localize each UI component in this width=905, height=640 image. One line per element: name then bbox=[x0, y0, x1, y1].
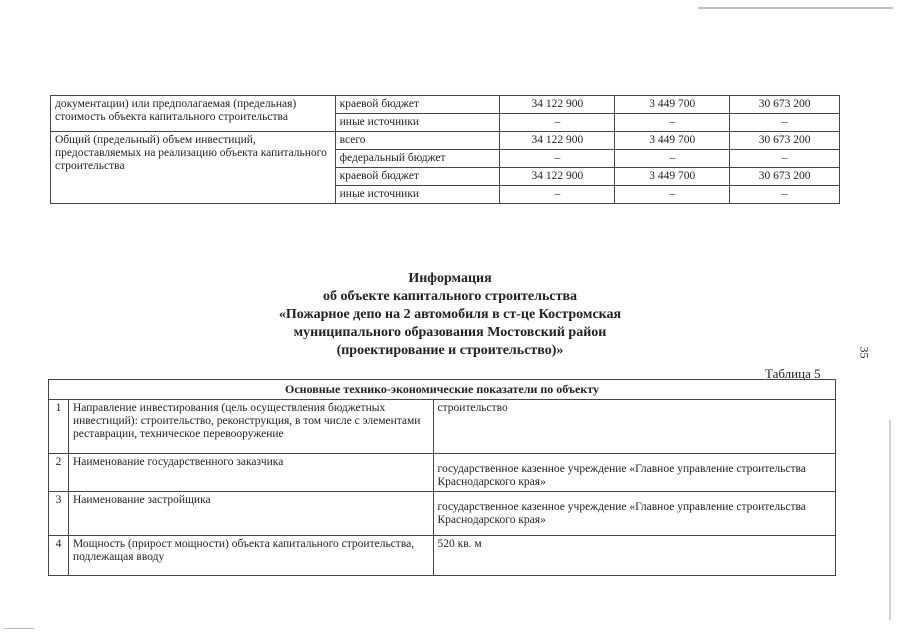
indicator-name: Мощность (прирост мощности) объекта капитального строительства, подлежащая вводу bbox=[68, 536, 433, 576]
amount-cell: – bbox=[615, 186, 730, 204]
table-row bbox=[49, 454, 836, 492]
funding-source: краевой бюджет bbox=[335, 168, 500, 186]
indicator-value: строительство bbox=[433, 400, 835, 454]
amount-cell: – bbox=[615, 150, 730, 168]
amount-cell: 3 449 700 bbox=[615, 96, 730, 114]
row-number: 2 bbox=[49, 454, 69, 492]
table-header-row bbox=[49, 380, 836, 400]
amount-cell: 34 122 900 bbox=[500, 132, 615, 150]
amount-cell: – bbox=[500, 150, 615, 168]
row-number: 1 bbox=[49, 400, 69, 454]
amount-cell: – bbox=[615, 114, 730, 132]
table-row bbox=[49, 492, 836, 536]
table-header: Основные технико-экономические показатели по объекту bbox=[49, 380, 836, 400]
page-number: 35 bbox=[857, 346, 872, 359]
title-line: муниципального образования Мостовский район bbox=[293, 325, 607, 340]
amount-cell: – bbox=[730, 114, 840, 132]
amount-cell: – bbox=[500, 186, 615, 204]
table-row bbox=[49, 400, 836, 454]
amount-cell: 34 122 900 bbox=[500, 96, 615, 114]
tech-indicators-table bbox=[48, 379, 836, 576]
table-number-label: Таблица 5 bbox=[765, 366, 821, 381]
title-line: Информация bbox=[408, 271, 492, 286]
title-line: об объекте капитального строительства bbox=[322, 289, 578, 304]
title-line: (проектирование и строительство)» bbox=[336, 343, 564, 358]
scan-edge-top bbox=[698, 7, 893, 9]
scan-mark-bottom bbox=[4, 628, 34, 629]
indicator-value: 520 кв. м bbox=[433, 536, 835, 576]
indicator-value: государственное казенное учреждение «Главное управление строительства Краснодарского края» bbox=[433, 454, 835, 492]
amount-cell: – bbox=[730, 150, 840, 168]
funding-source: федеральный бюджет bbox=[335, 150, 500, 168]
table-row bbox=[51, 132, 840, 150]
amount-cell: 30 673 200 bbox=[730, 96, 840, 114]
amount-cell: 3 449 700 bbox=[615, 132, 730, 150]
row-number: 4 bbox=[49, 536, 69, 576]
amount-cell: – bbox=[730, 186, 840, 204]
table-row bbox=[51, 96, 840, 114]
budget-table bbox=[50, 95, 840, 204]
funding-source: краевой бюджет bbox=[335, 96, 500, 114]
scan-edge-right bbox=[889, 420, 891, 620]
budget-row-label: документации) или предполагаемая (предельная) стоимость объекта капитального строительства bbox=[51, 96, 336, 132]
amount-cell: – bbox=[500, 114, 615, 132]
budget-row-label: Общий (предельный) объем инвестиций, предоставляемых на реализацию объекта капитального строительства bbox=[51, 132, 336, 204]
amount-cell: 3 449 700 bbox=[615, 168, 730, 186]
indicator-name: Наименование государственного заказчика bbox=[68, 454, 433, 492]
title-line: «Пожарное депо на 2 автомобиля в ст-це Костромская bbox=[278, 307, 622, 322]
amount-cell: 34 122 900 bbox=[500, 168, 615, 186]
amount-cell: 30 673 200 bbox=[730, 132, 840, 150]
indicator-name: Наименование застройщика bbox=[68, 492, 433, 536]
row-number: 3 bbox=[49, 492, 69, 536]
indicator-value: государственное казенное учреждение «Главное управление строительства Краснодарского края» bbox=[433, 492, 835, 536]
funding-source: иные источники bbox=[335, 186, 500, 204]
funding-source: иные источники bbox=[335, 114, 500, 132]
table-row bbox=[49, 536, 836, 576]
indicator-name: Направление инвестирования (цель осуществления бюджетных инвестиций): строительство, реконструкция, в том числе с элементами реставрации, техническое перевооружение bbox=[68, 400, 433, 454]
funding-source: всего bbox=[335, 132, 500, 150]
object-info-title bbox=[230, 270, 670, 360]
amount-cell: 30 673 200 bbox=[730, 168, 840, 186]
